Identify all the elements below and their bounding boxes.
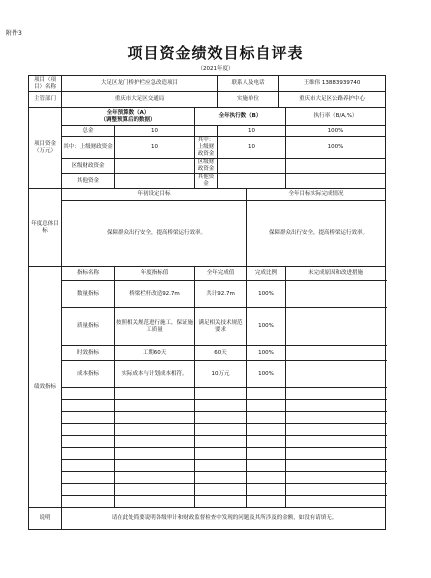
table-row <box>29 460 386 472</box>
project-name: 大足区龙门桥护栏应急改造项目 <box>62 76 218 92</box>
fund-row-exec: 10 <box>218 137 286 159</box>
table-row <box>29 388 386 400</box>
goals-section-label: 年度总体目标 <box>29 189 62 267</box>
performance-section-label: 绩效指标 <box>29 267 62 508</box>
perf-header-target: 年度指标值 <box>115 267 195 281</box>
perf-row-target: 实际成本与计划成本相符。 <box>115 361 195 388</box>
fund-row-rate: 100% <box>286 126 386 137</box>
fund-row-exec-label: 区级财政资金 <box>195 159 218 174</box>
perf-row-name: 成本指标 <box>62 361 115 388</box>
perf-row-ratio: 100% <box>247 308 286 346</box>
fund-row-rate: 100% <box>286 137 386 159</box>
table-row <box>29 436 386 448</box>
fund-row-rate <box>286 174 386 189</box>
budget-header-sub: （调整预算后的数据） <box>100 116 156 123</box>
perf-row-target: 按照相关规范进行施工，保证施工质量 <box>115 308 195 346</box>
fund-row-exec-label: 其他资金 <box>195 174 218 189</box>
perf-row-actual: 10万元 <box>195 361 247 388</box>
table-row <box>29 448 386 460</box>
impl-label: 实施单位 <box>218 92 279 108</box>
rate-header: 执行率（B/A,%） <box>286 108 386 126</box>
year-label: （2021年度） <box>197 66 234 72</box>
fund-row-exec-label: 其中：上级财政资金 <box>195 137 218 159</box>
planned-goal-header: 年初设定目标 <box>62 189 247 201</box>
perf-row-ratio: 100% <box>247 346 286 361</box>
fund-row-exec-label <box>195 126 218 137</box>
perf-row-name: 数量指标 <box>62 281 115 308</box>
perf-row-reason <box>286 281 386 308</box>
fund-row-exec: 10 <box>218 126 286 137</box>
dept-label: 主管部门 <box>29 92 62 108</box>
perf-header-reason: 未完成原因和改进措施 <box>286 267 386 281</box>
table-row <box>29 472 386 484</box>
perf-row-actual: 共计92.7m <box>195 281 247 308</box>
perf-row-ratio: 100% <box>247 281 286 308</box>
funds-section-label: 项目资金（万元） <box>29 108 62 189</box>
fund-row-budget <box>115 174 195 189</box>
perf-row-reason <box>286 308 386 346</box>
attachment-label: 附件3 <box>6 30 22 37</box>
exec-header: 全年执行数（B） <box>195 108 286 126</box>
project-name-label: 项目（项目）名称 <box>29 76 62 92</box>
perf-row-target: 桥梁栏杆改造92.7m <box>115 281 195 308</box>
perf-row-actual: 满足相关技术规范要求 <box>195 308 247 346</box>
budget-header <box>62 108 195 126</box>
perf-row-name: 时效指标 <box>62 346 115 361</box>
table-row <box>29 484 386 496</box>
perf-header-ratio: 完成比例 <box>247 267 286 281</box>
table-row <box>29 412 386 424</box>
perf-row-reason <box>286 346 386 361</box>
evaluation-table <box>28 75 386 530</box>
notes-text: 请在此处简要说明各级审计和财政监督检查中发现的问题及其所涉及的金额，如没有请填无。 <box>62 508 386 530</box>
contact-value: 王维伟 13883939740 <box>279 76 386 92</box>
perf-row-actual: 60天 <box>195 346 247 361</box>
notes-label: 说明 <box>29 508 62 530</box>
table-row <box>29 496 386 508</box>
fund-row-label: 其他资金 <box>62 174 115 189</box>
dept-value: 重庆市大足区交通局 <box>62 92 218 108</box>
fund-row-label: 其中：上级财政资金 <box>62 137 115 159</box>
contact-label: 联系人及电话 <box>218 76 279 92</box>
perf-row-name: 质量指标 <box>62 308 115 346</box>
actual-goal-header: 全年目标实际完成情况 <box>247 189 386 201</box>
fund-row-rate <box>286 159 386 174</box>
page-title: 项目资金绩效目标自评表 <box>127 44 304 62</box>
perf-row-reason <box>286 361 386 388</box>
planned-goal-text: 保障群众出行安全，提高桥梁运行效率。 <box>62 201 247 267</box>
fund-row-label: 总金 <box>62 126 115 137</box>
fund-row-label: 区级财政资金 <box>62 159 115 174</box>
fund-row-budget: 10 <box>115 126 195 137</box>
perf-row-target: 工期60天 <box>115 346 195 361</box>
impl-value: 重庆市大足区公路养护中心 <box>279 92 386 108</box>
perf-row-ratio: 100% <box>247 361 286 388</box>
perf-header-actual: 全年完成值 <box>195 267 247 281</box>
fund-row-exec <box>218 159 286 174</box>
perf-header-name: 指标名称 <box>62 267 115 281</box>
table-row <box>29 424 386 436</box>
table-row <box>29 400 386 412</box>
fund-row-budget: 10 <box>115 137 195 159</box>
fund-row-budget <box>115 159 195 174</box>
budget-header-title: 全年预算数（A） <box>106 109 150 116</box>
fund-row-exec <box>218 174 286 189</box>
actual-goal-text: 保障群众出行安全，提高桥梁运行效率。 <box>247 201 386 267</box>
